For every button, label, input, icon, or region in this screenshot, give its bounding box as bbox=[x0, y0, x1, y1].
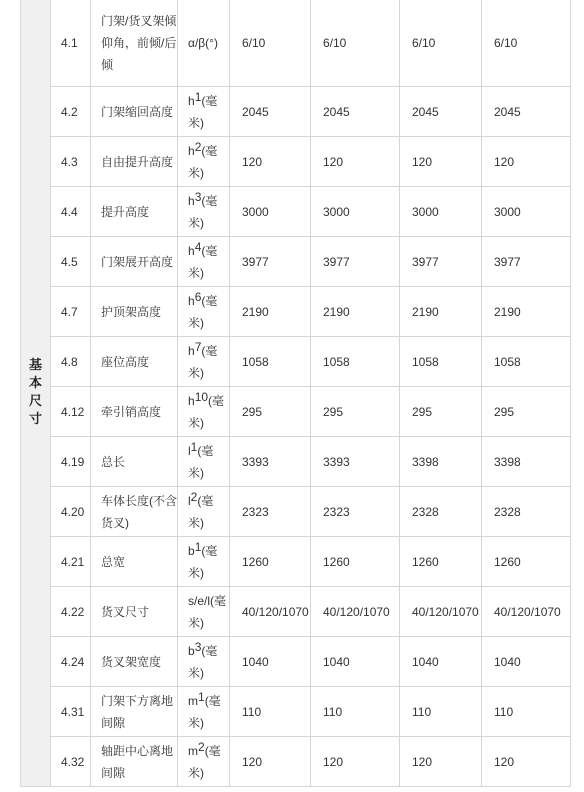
unit-symbol: h bbox=[188, 143, 195, 158]
item-code: 4.31 bbox=[51, 687, 91, 737]
item-unit bbox=[178, 87, 230, 137]
unit-subscript: 1 bbox=[198, 689, 205, 704]
unit-subscript: 4 bbox=[194, 239, 202, 254]
value-cell-model-4: 1260 bbox=[482, 537, 571, 587]
value-cell-model-4: 1040 bbox=[482, 637, 571, 687]
unit-suffix: (毫米) bbox=[188, 193, 218, 230]
table-row bbox=[21, 537, 571, 587]
value-cell-model-2: 1040 bbox=[311, 637, 400, 687]
value-cell-model-1: 295 bbox=[230, 387, 311, 437]
table-row bbox=[21, 0, 571, 87]
value-cell-model-3: 40/120/1070 bbox=[400, 587, 482, 637]
value-cell-model-2: 40/120/1070 bbox=[311, 587, 400, 637]
table-row bbox=[21, 737, 571, 787]
unit-symbol: s/e/l(毫米) bbox=[188, 593, 227, 630]
unit-symbol: h bbox=[188, 293, 195, 308]
value-cell-model-3: 295 bbox=[400, 387, 482, 437]
item-name: 自由提升高度 bbox=[91, 137, 178, 187]
value-cell-model-4: 2328 bbox=[482, 487, 571, 537]
unit-suffix: (毫米) bbox=[188, 443, 214, 480]
item-unit bbox=[178, 187, 230, 237]
item-code: 4.1 bbox=[51, 0, 91, 87]
value-cell-model-2: 110 bbox=[311, 687, 400, 737]
unit-subscript: 2 bbox=[190, 489, 198, 504]
item-unit bbox=[178, 0, 230, 87]
value-cell-model-4: 3398 bbox=[482, 437, 571, 487]
unit-subscript: 3 bbox=[194, 189, 202, 204]
value-cell-model-4: 1058 bbox=[482, 337, 571, 387]
value-cell-model-2: 2045 bbox=[311, 87, 400, 137]
item-unit bbox=[178, 487, 230, 537]
value-cell-model-3: 1040 bbox=[400, 637, 482, 687]
unit-suffix: (毫米) bbox=[188, 343, 218, 380]
unit-suffix: (毫米) bbox=[188, 743, 221, 780]
unit-subscript: 1 bbox=[190, 439, 198, 454]
spec-table-body bbox=[21, 0, 571, 787]
value-cell-model-3: 1058 bbox=[400, 337, 482, 387]
value-cell-model-4: 3977 bbox=[482, 237, 571, 287]
item-name: 护顶架高度 bbox=[91, 287, 178, 337]
unit-symbol: m bbox=[188, 743, 198, 758]
item-code: 4.24 bbox=[51, 637, 91, 687]
value-cell-model-1: 1058 bbox=[230, 337, 311, 387]
unit-symbol: α/β(°) bbox=[188, 35, 218, 50]
item-code: 4.7 bbox=[51, 287, 91, 337]
unit-symbol: h bbox=[188, 93, 195, 108]
unit-symbol: b bbox=[188, 543, 195, 558]
item-name: 货叉架宽度 bbox=[91, 637, 178, 687]
value-cell-model-1: 6/10 bbox=[230, 0, 311, 87]
item-code: 4.12 bbox=[51, 387, 91, 437]
value-cell-model-3: 120 bbox=[400, 137, 482, 187]
item-name: 门架缩回高度 bbox=[91, 87, 178, 137]
value-cell-model-1: 120 bbox=[230, 137, 311, 187]
value-cell-model-4: 120 bbox=[482, 137, 571, 187]
value-cell-model-4: 3000 bbox=[482, 187, 571, 237]
value-cell-model-4: 295 bbox=[482, 387, 571, 437]
item-unit bbox=[178, 587, 230, 637]
value-cell-model-4: 110 bbox=[482, 687, 571, 737]
table-row bbox=[21, 687, 571, 737]
value-cell-model-1: 2190 bbox=[230, 287, 311, 337]
table-row bbox=[21, 137, 571, 187]
item-name: 总宽 bbox=[91, 537, 178, 587]
value-cell-model-1: 2045 bbox=[230, 87, 311, 137]
unit-suffix: (毫米) bbox=[188, 243, 218, 280]
value-cell-model-4: 2190 bbox=[482, 287, 571, 337]
item-name: 轴距中心离地间隙 bbox=[91, 737, 178, 787]
unit-suffix: (毫米) bbox=[188, 393, 225, 430]
table-row bbox=[21, 237, 571, 287]
unit-subscript: 1 bbox=[194, 539, 202, 554]
unit-symbol: l bbox=[188, 443, 191, 458]
table-row bbox=[21, 187, 571, 237]
value-cell-model-1: 1260 bbox=[230, 537, 311, 587]
value-cell-model-2: 1058 bbox=[311, 337, 400, 387]
value-cell-model-2: 3977 bbox=[311, 237, 400, 287]
table-row bbox=[21, 387, 571, 437]
spec-table bbox=[20, 0, 571, 787]
value-cell-model-2: 3393 bbox=[311, 437, 400, 487]
value-cell-model-2: 6/10 bbox=[311, 0, 400, 87]
value-cell-model-3: 120 bbox=[400, 737, 482, 787]
unit-suffix: (毫米) bbox=[188, 643, 218, 680]
item-name: 牵引销高度 bbox=[91, 387, 178, 437]
table-row bbox=[21, 337, 571, 387]
unit-suffix: (毫米) bbox=[188, 693, 221, 730]
item-code: 4.3 bbox=[51, 137, 91, 187]
value-cell-model-1: 1040 bbox=[230, 637, 311, 687]
unit-subscript: 6 bbox=[194, 289, 202, 304]
item-unit bbox=[178, 337, 230, 387]
item-code: 4.22 bbox=[51, 587, 91, 637]
item-unit bbox=[178, 387, 230, 437]
group-label: 基本尺寸 bbox=[28, 356, 42, 426]
item-unit bbox=[178, 137, 230, 187]
value-cell-model-3: 2328 bbox=[400, 487, 482, 537]
value-cell-model-2: 120 bbox=[311, 137, 400, 187]
item-code: 4.32 bbox=[51, 737, 91, 787]
item-name: 门架下方离地间隙 bbox=[91, 687, 178, 737]
item-code: 4.4 bbox=[51, 187, 91, 237]
item-unit bbox=[178, 537, 230, 587]
item-unit bbox=[178, 687, 230, 737]
value-cell-model-4: 120 bbox=[482, 737, 571, 787]
item-code: 4.5 bbox=[51, 237, 91, 287]
value-cell-model-3: 2045 bbox=[400, 87, 482, 137]
item-name: 车体长度(不含货叉) bbox=[91, 487, 178, 537]
unit-symbol: h bbox=[188, 343, 195, 358]
unit-subscript: 3 bbox=[194, 639, 202, 654]
item-unit bbox=[178, 287, 230, 337]
value-cell-model-2: 1260 bbox=[311, 537, 400, 587]
value-cell-model-2: 2190 bbox=[311, 287, 400, 337]
value-cell-model-3: 3398 bbox=[400, 437, 482, 487]
unit-subscript: 2 bbox=[198, 739, 205, 754]
item-code: 4.20 bbox=[51, 487, 91, 537]
unit-symbol: h bbox=[188, 193, 195, 208]
table-row bbox=[21, 637, 571, 687]
value-cell-model-2: 2323 bbox=[311, 487, 400, 537]
item-name: 门架/货叉架倾仰角，前倾/后倾 bbox=[91, 0, 178, 87]
value-cell-model-4: 40/120/1070 bbox=[482, 587, 571, 637]
unit-suffix: (毫米) bbox=[188, 293, 218, 330]
item-unit bbox=[178, 437, 230, 487]
unit-symbol: b bbox=[188, 643, 195, 658]
unit-suffix: (毫米) bbox=[188, 543, 218, 580]
value-cell-model-3: 6/10 bbox=[400, 0, 482, 87]
unit-suffix: (毫米) bbox=[188, 143, 218, 180]
item-code: 4.19 bbox=[51, 437, 91, 487]
table-row bbox=[21, 287, 571, 337]
item-code: 4.21 bbox=[51, 537, 91, 587]
value-cell-model-2: 3000 bbox=[311, 187, 400, 237]
unit-subscript: 10 bbox=[194, 389, 209, 404]
unit-subscript: 1 bbox=[194, 89, 202, 104]
unit-symbol: m bbox=[188, 693, 198, 708]
item-name: 货叉尺寸 bbox=[91, 587, 178, 637]
value-cell-model-1: 110 bbox=[230, 687, 311, 737]
unit-suffix: (毫米) bbox=[188, 93, 218, 130]
value-cell-model-1: 3977 bbox=[230, 237, 311, 287]
value-cell-model-3: 2190 bbox=[400, 287, 482, 337]
unit-subscript: 2 bbox=[194, 139, 202, 154]
unit-symbol: h bbox=[188, 243, 195, 258]
value-cell-model-4: 2045 bbox=[482, 87, 571, 137]
value-cell-model-2: 295 bbox=[311, 387, 400, 437]
value-cell-model-2: 120 bbox=[311, 737, 400, 787]
value-cell-model-1: 2323 bbox=[230, 487, 311, 537]
value-cell-model-1: 40/120/1070 bbox=[230, 587, 311, 637]
unit-subscript: 7 bbox=[194, 339, 202, 354]
item-unit bbox=[178, 737, 230, 787]
value-cell-model-1: 3000 bbox=[230, 187, 311, 237]
table-row bbox=[21, 437, 571, 487]
group-label-cell bbox=[21, 0, 51, 787]
value-cell-model-4: 6/10 bbox=[482, 0, 571, 87]
item-code: 4.8 bbox=[51, 337, 91, 387]
item-name: 总长 bbox=[91, 437, 178, 487]
item-code: 4.2 bbox=[51, 87, 91, 137]
value-cell-model-1: 120 bbox=[230, 737, 311, 787]
item-unit bbox=[178, 237, 230, 287]
item-name: 座位高度 bbox=[91, 337, 178, 387]
unit-suffix: (毫米) bbox=[188, 493, 214, 530]
unit-symbol: h bbox=[188, 393, 195, 408]
table-row bbox=[21, 87, 571, 137]
table-row bbox=[21, 587, 571, 637]
table-row bbox=[21, 487, 571, 537]
value-cell-model-3: 110 bbox=[400, 687, 482, 737]
unit-symbol: l bbox=[188, 493, 191, 508]
item-name: 门架展开高度 bbox=[91, 237, 178, 287]
value-cell-model-3: 3000 bbox=[400, 187, 482, 237]
value-cell-model-1: 3393 bbox=[230, 437, 311, 487]
value-cell-model-3: 3977 bbox=[400, 237, 482, 287]
item-unit bbox=[178, 637, 230, 687]
item-name: 提升高度 bbox=[91, 187, 178, 237]
value-cell-model-3: 1260 bbox=[400, 537, 482, 587]
